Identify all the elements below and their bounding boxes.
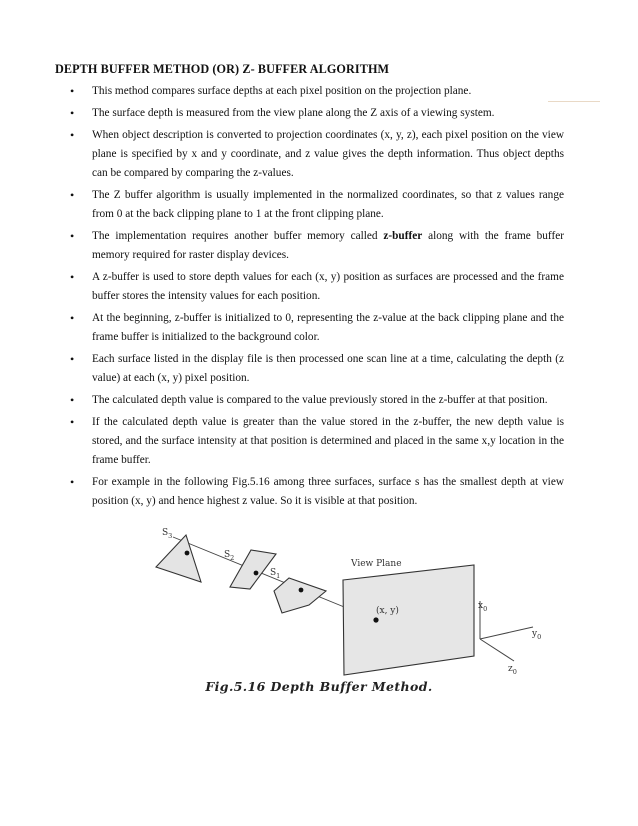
list-item — [92, 126, 564, 184]
list-item-text: The implementation requires another buffer memory called — [92, 229, 384, 242]
list-item — [92, 309, 564, 347]
list-item — [92, 473, 564, 511]
list-item-text: This method compares surface depths at each pixel position on the projection plane. — [92, 85, 472, 97]
label-s2: $S_2$ — [224, 550, 235, 562]
label-z0: $z_0$ — [508, 664, 517, 676]
label-s1: $S_1$ — [270, 568, 281, 580]
list-item — [92, 268, 564, 306]
list-item — [92, 350, 564, 388]
point-s2 — [254, 571, 259, 576]
list-item-text: The surface depth is measured from the view plane along the Z axis of a viewing system. — [92, 106, 495, 119]
bullet-list — [92, 82, 564, 514]
surface-s3 — [156, 535, 201, 582]
list-item-text: The calculated depth value is compared to the value previously stored in the z-buffer at that position. — [92, 393, 548, 406]
list-item — [92, 227, 564, 265]
label-xy: (x, y) — [376, 606, 399, 616]
label-y0: $y_0$ — [532, 629, 542, 641]
list-item-text: For example in the following Fig.5.16 among three surfaces, surface s has the smallest depth at view position (x, y) and hence highest z value. So it is visible at that position. — [92, 475, 564, 507]
point-s1 — [299, 588, 304, 593]
axis-z0 — [480, 639, 514, 661]
point-s3 — [185, 551, 190, 556]
list-item — [92, 186, 564, 224]
list-item — [92, 413, 564, 471]
list-item — [92, 391, 564, 410]
list-item-text: When object description is converted to projection coordinates (x, y, z), each pixel position on the view plane is specified by x and y coordinate, and z value gives the depth information. Thus object depths can be compared by comparing the z-values. — [92, 128, 564, 179]
label-view-plane: View Plane — [351, 559, 402, 569]
list-item — [92, 82, 564, 101]
list-item-text: If the calculated depth value is greater than the value stored in the z-buffer, the new depth value is stored, and the surface intensity at that position is determined and placed in the same x,y location in the frame buffer. — [92, 415, 564, 466]
page-heading: DEPTH BUFFER METHOD (OR) Z- BUFFER ALGORITHM — [55, 62, 390, 76]
figure-caption: Fig.5.16 Depth Buffer Method. — [205, 679, 433, 694]
list-item-text: along with the frame buffer memory required for raster display devices. — [92, 229, 564, 261]
zbuffer-term: z-buffer — [383, 229, 423, 242]
list-item — [92, 104, 564, 123]
surface-s1 — [274, 578, 326, 613]
depth-buffer-figure — [140, 523, 560, 683]
list-item-text: At the beginning, z-buffer is initialized to 0, representing the z-value at the back clipping plane and the frame buffer is initialized to the background color. — [92, 311, 564, 343]
label-x0: $x_0$ — [478, 601, 488, 613]
list-item-text: A z-buffer is used to store depth values for each (x, y) position as surfaces are processed and the frame buffer stores the intensity values for each position. — [92, 270, 564, 302]
axis-y0 — [480, 627, 533, 639]
list-item-text: Each surface listed in the display file is then processed one scan line at a time, calculating the depth (z value) at each (x, y) pixel position. — [92, 352, 564, 384]
label-s3: $S_3$ — [162, 528, 173, 540]
view-plane — [343, 565, 474, 675]
list-item-text: The Z buffer algorithm is usually implemented in the normalized coordinates, so that z values range from 0 at the back clipping plane to 1 at the front clipping plane. — [92, 188, 564, 220]
point-xy — [373, 617, 378, 622]
